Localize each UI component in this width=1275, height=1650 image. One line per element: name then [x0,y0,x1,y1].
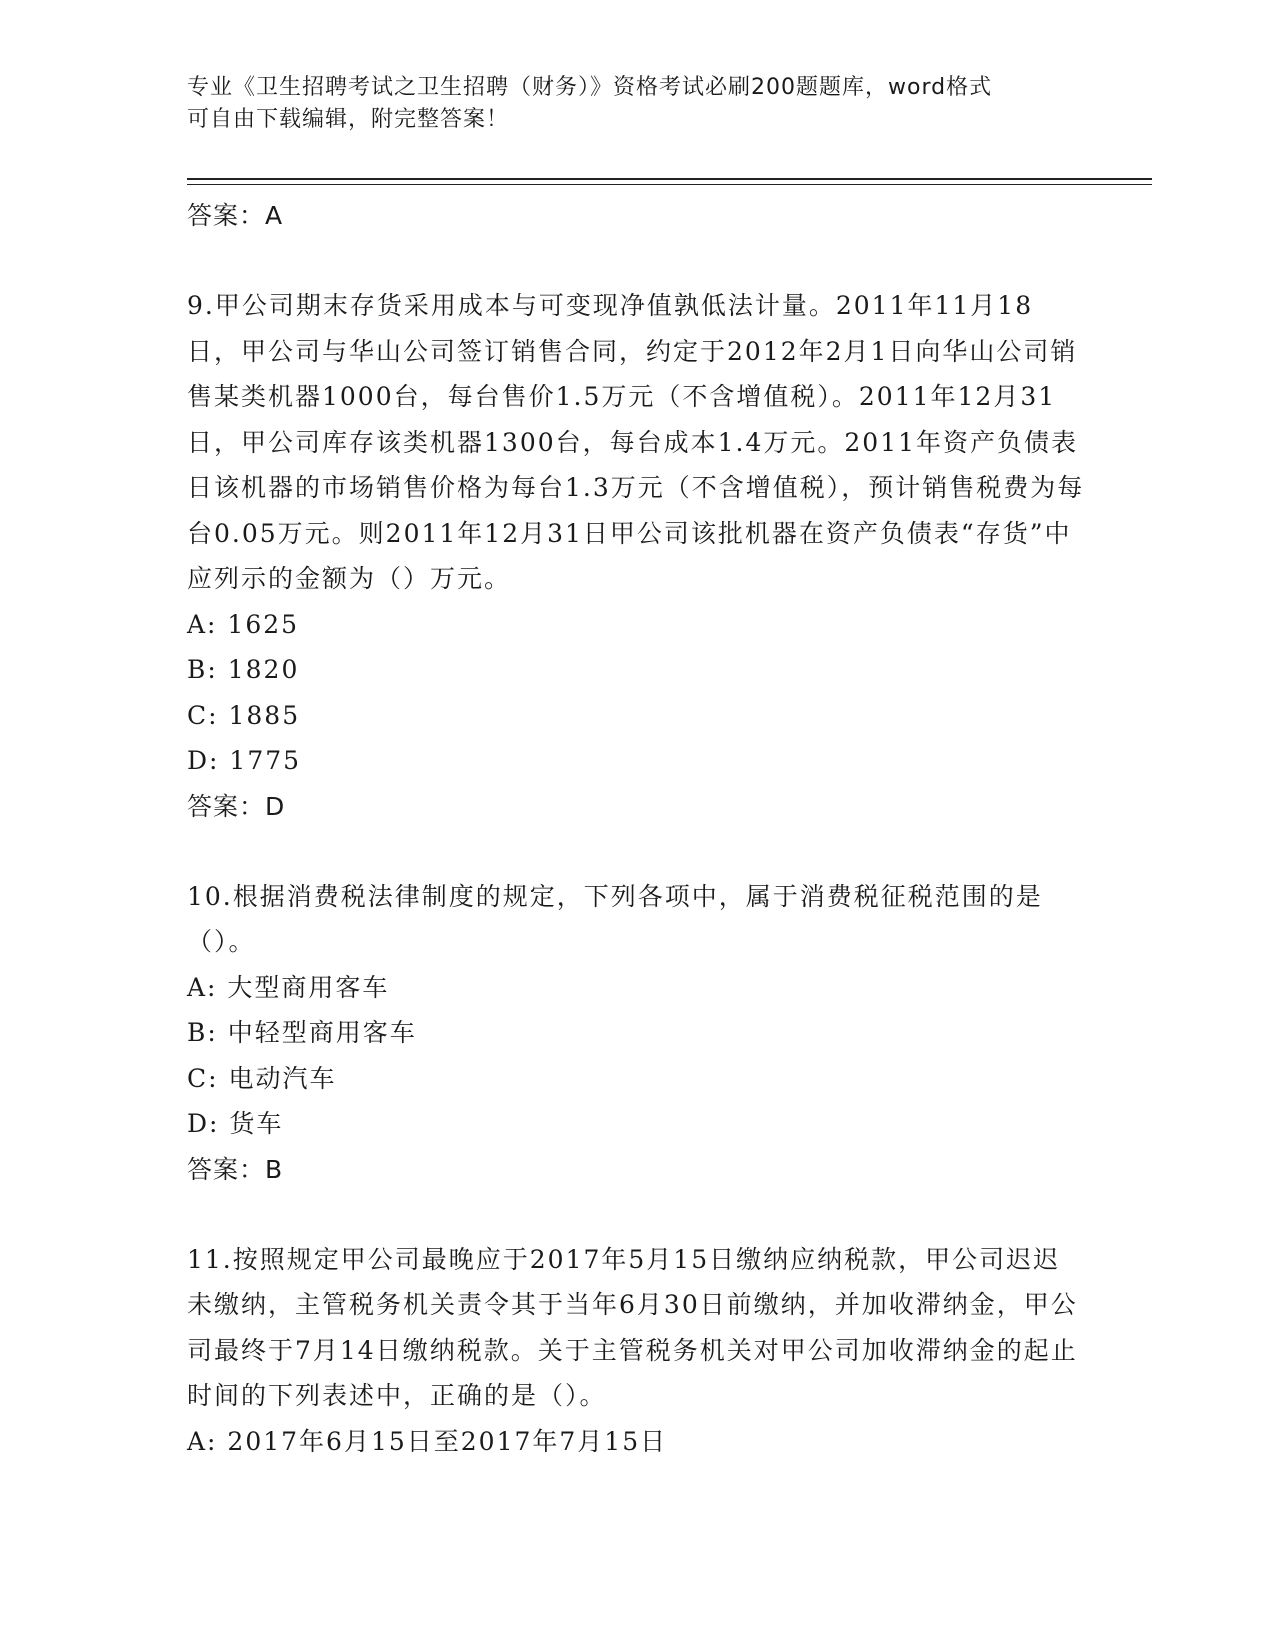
document-header [187,72,1067,136]
answer-line: 答案：A [187,201,284,230]
option-c: C: 1885 [187,700,301,730]
option-b: B: 1820 [187,655,300,684]
header-rule-thin [187,184,1152,185]
option-d: D: 货车 [187,1109,284,1138]
header-rule-thick [187,178,1152,180]
option-c: C: 电动汽车 [187,1063,337,1093]
header-line-1: 专业《卫生招聘考试之卫生招聘（财务）》资格考试必刷200题题库，word格式 [187,75,993,100]
option-d: D: 1775 [187,746,302,775]
question-11: 11.按照规定甲公司最晚应于2017年5月15日缴纳应纳税款，甲公司迟迟未缴纳，主管税务机关责令其于当年6月30日前缴纳，并加收滞纳金，甲公司最终于7月14日缴纳税款。关于主管税务机关对甲公司加收滞纳金的起止时间的下列表述中，正确的是（）。 [187,1244,1078,1410]
question-10: 10.根据消费税法律制度的规定，下列各项中，属于消费税征税范围的是（）。 [187,881,1043,956]
header-line-2: 可自由下载编辑，附完整答案！ [187,107,510,132]
option-a: A: 大型商用客车 [187,972,390,1002]
option-a: A: 1625 [187,609,300,639]
option-a: A: 2017年6月15日至2017年7月15日 [187,1426,668,1456]
question-9: 9.甲公司期末存货采用成本与可变现净值孰低法计量。2011年11月18日，甲公司与华山公司签订销售合同，约定于2012年2月1日向华山公司销售某类机器1000台，每台售价1.5万元（不含增值税）。2011年12月31日，甲公司库存该类机器1300台，每台成本1.4万元。2011年资产负债表日该机器的市场销售价格为每台1.3万元（不含增值税），预计销售税费为每台0.05万元。则2011年12月31日甲公司该批机器在资产负债表“存货”中应列示的金额为（）万元。 [187,291,1085,593]
document-body [187,193,1087,1464]
option-b: B: 中轻型商用客车 [187,1018,417,1047]
answer-line: 答案：B [187,1154,284,1184]
answer-line: 答案：D [187,791,286,821]
